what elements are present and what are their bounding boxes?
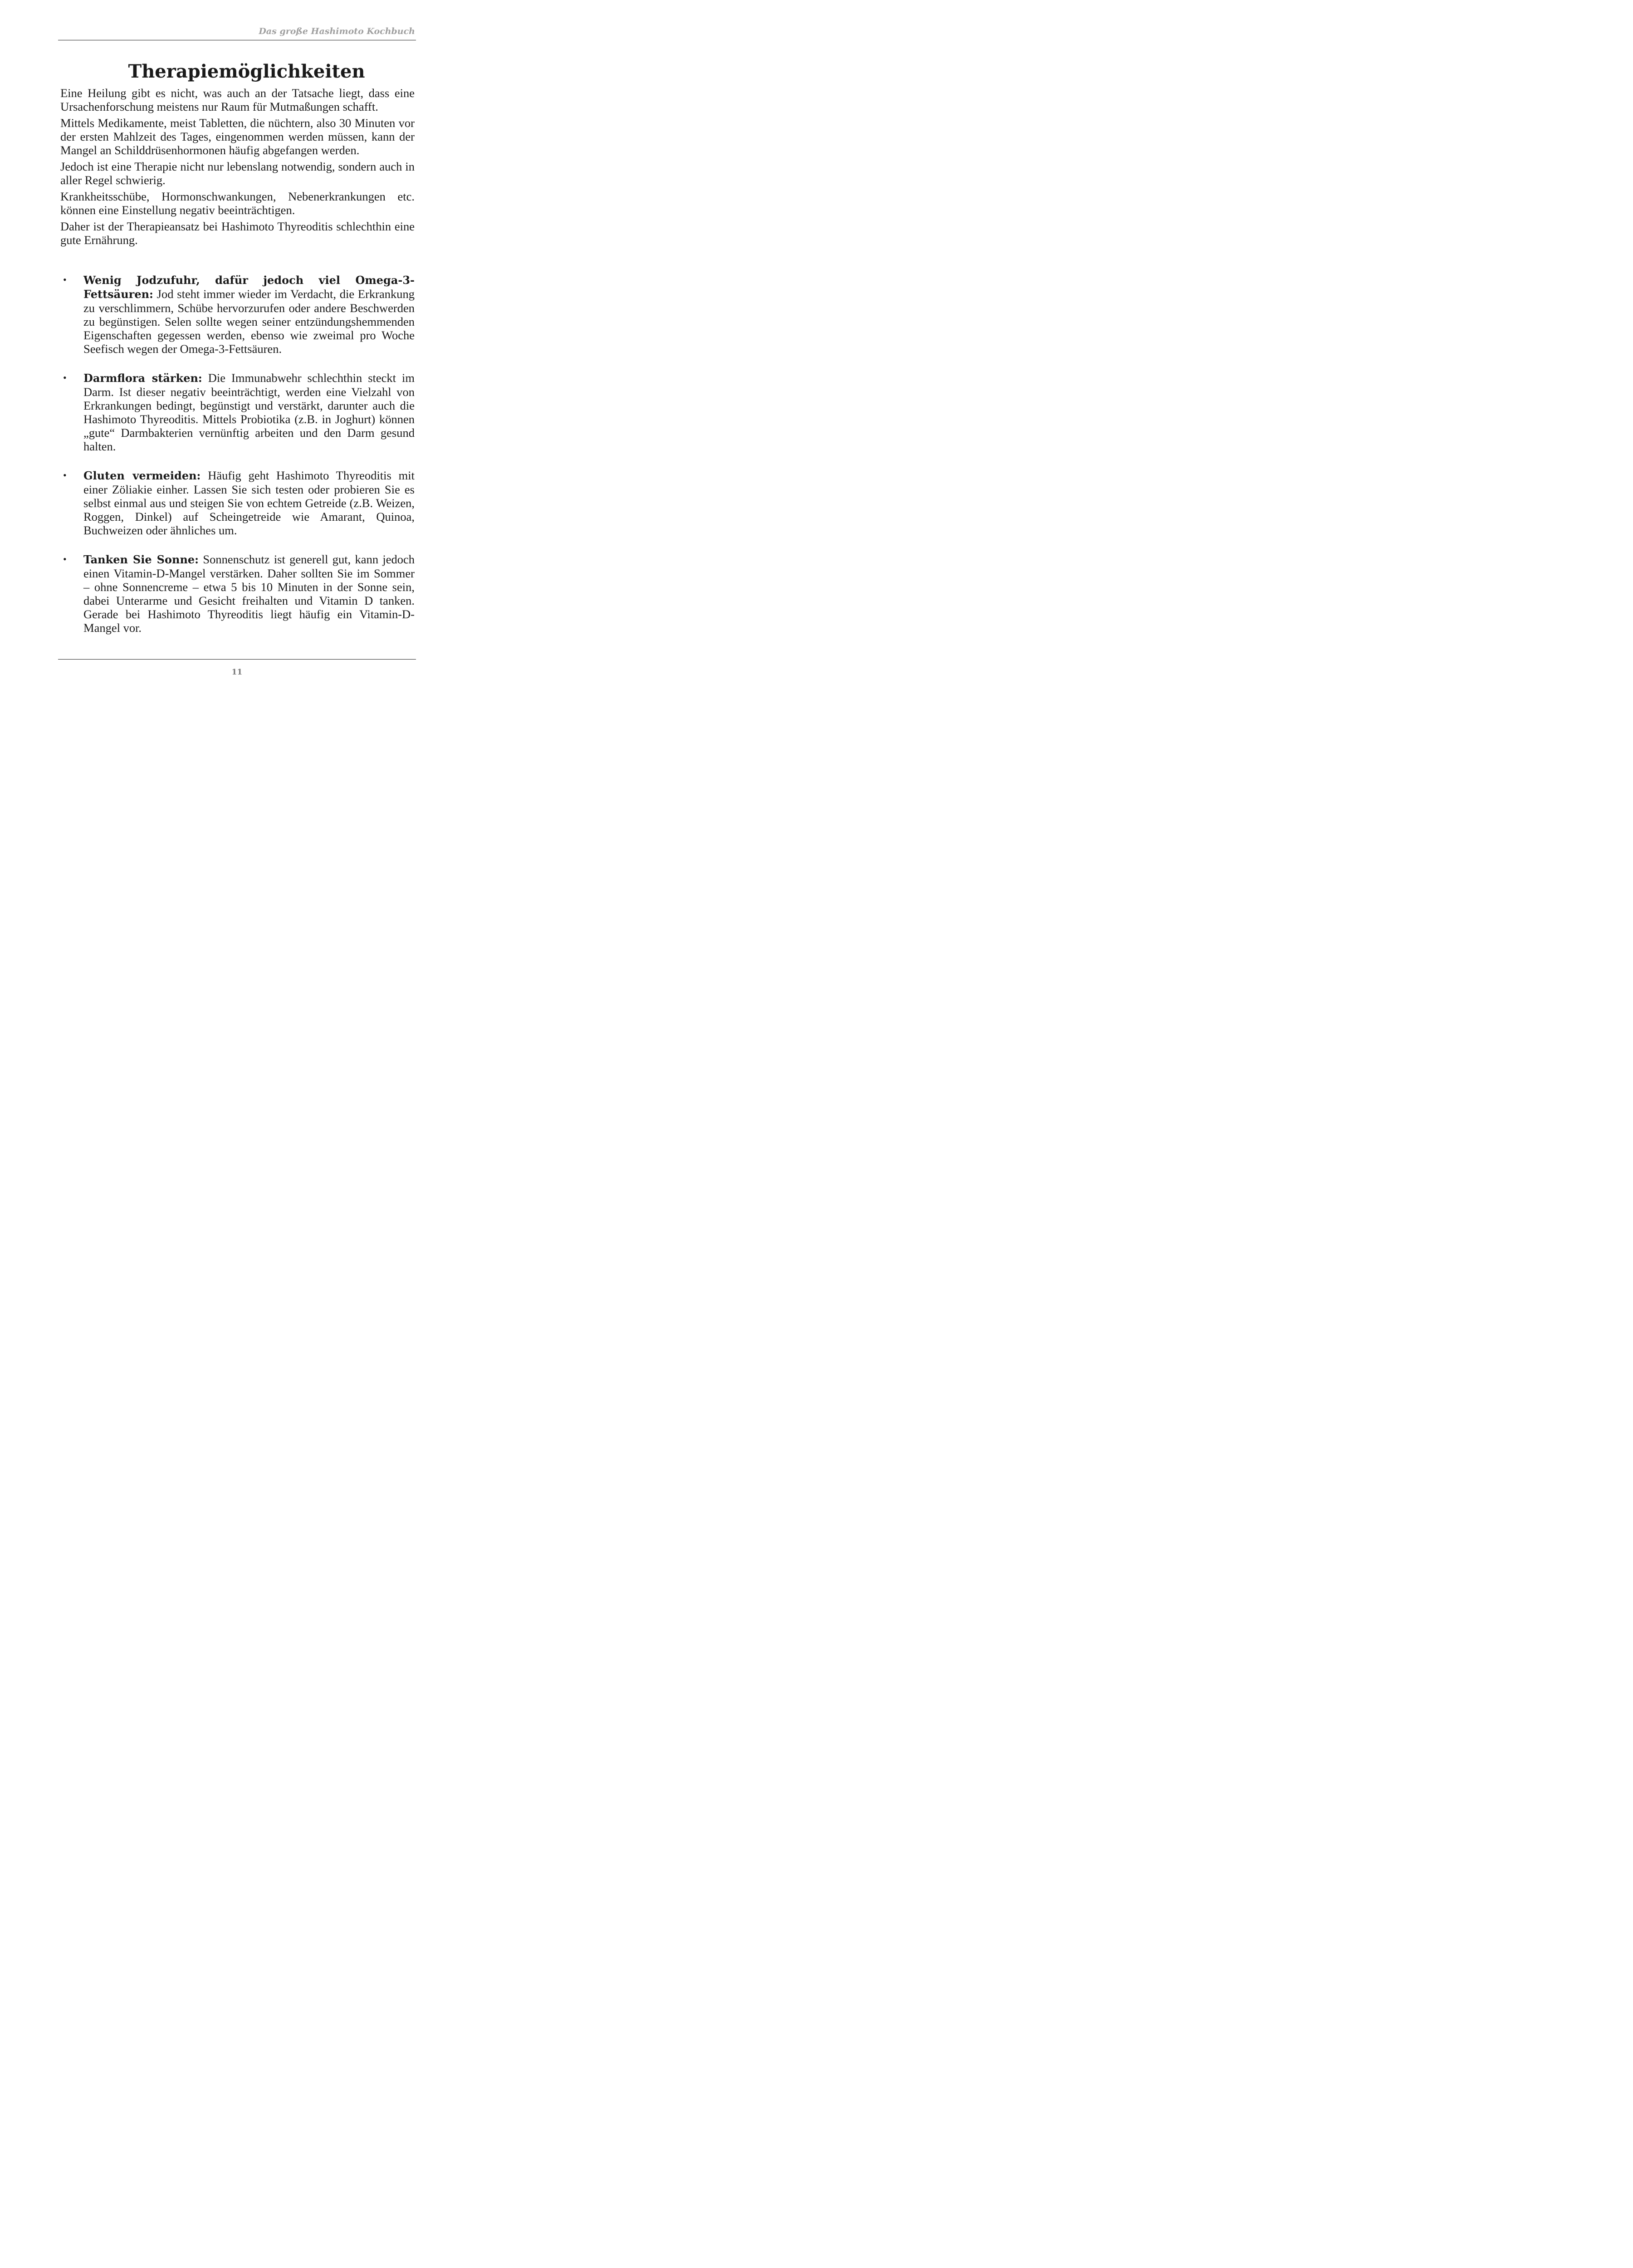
paragraph: Eine Heilung gibt es nicht, was auch an der Tatsache liegt, dass eine Ursachenforschung meistens nur Raum für Mutmaßungen schafft. xyxy=(60,86,415,113)
therapy-list xyxy=(60,273,415,635)
bullet-icon: • xyxy=(63,469,67,481)
list-item-heading: Darmflora stärken: xyxy=(83,371,202,385)
list-item-text: Häufig geht Hashimoto Thyreoditis mit einer Zöliakie einher. Lassen Sie sich testen oder probieren Sie es selbst einmal aus und steigen Sie von echtem Getreide (z.B. Weizen, Roggen, Dinkel) auf Scheingetreide wie Amarant, Quinoa, Buchweizen oder ähnliches um. xyxy=(83,469,415,537)
list-item xyxy=(60,371,415,453)
paragraph: Krankheitsschübe, Hormonschwankungen, Nebenerkrankungen etc. können eine Einstellung negativ beeinträchtigen. xyxy=(60,190,415,217)
bullet-icon: • xyxy=(63,553,67,565)
paragraph: Jedoch ist eine Therapie nicht nur lebenslang notwendig, sondern auch in aller Regel schwierig. xyxy=(60,160,415,187)
list-item-text: Die Immunabwehr schlechthin steckt im Darm. Ist dieser negativ beeinträchtigt, werden eine Vielzahl von Erkrankungen bedingt, begünstigt und verstärkt, darunter auch die Hashimoto Thyreoditis. Mittels Probiotika (z.B. in Joghurt) können „gute“ Darmbakterien vernünftig arbeiten und den Darm gesund halten. xyxy=(83,371,415,453)
list-item-text: Jod steht immer wieder im Verdacht, die Erkrankung zu verschlimmern, Schübe hervorzurufen oder andere Beschwerden zu begünstigen. Selen sollte wegen seiner entzündungshemmenden Eigenschaften gegessen werden, ebenso wie zweimal pro Woche Seefisch wegen der Omega-3-Fettsäuren. xyxy=(83,287,415,356)
list-item xyxy=(60,273,415,356)
page-title: Therapiemöglichkeiten xyxy=(128,61,365,82)
list-item xyxy=(60,552,415,635)
bullet-icon: • xyxy=(63,274,67,285)
paragraph: Mittels Medikamente, meist Tabletten, die nüchtern, also 30 Minuten vor der ersten Mahlzeit des Tages, eingenommen werden müssen, kann der Mangel an Schilddrüsenhormonen häufig abgefangen werden. xyxy=(60,116,415,157)
list-item-heading: Gluten vermeiden: xyxy=(83,469,201,482)
page-body xyxy=(60,58,415,650)
list-item-heading: Tanken Sie Sonne: xyxy=(83,553,199,566)
running-header-title: Das große Hashimoto Kochbuch xyxy=(259,26,415,36)
bullet-icon: • xyxy=(63,372,67,383)
footer-divider xyxy=(58,659,416,660)
list-item-heading: Wenig Jodzufuhr, dafür jedoch viel Omega-3-Fettsäuren: xyxy=(83,274,415,301)
list-item-text: Sonnenschutz ist generell gut, kann jedoch einen Vitamin-D-Mangel verstärken. Daher sollten Sie im Sommer – ohne Sonnencreme – etwa 5 bis 10 Minuten in der Sonne sein, dabei Unterarme und Gesicht freihalten und Vitamin D tanken. Gerade bei Hashimoto Thyreoditis liegt häufig ein Vitamin-D-Mangel vor. xyxy=(83,552,415,635)
paragraph: Daher ist der Therapieansatz bei Hashimoto Thyreoditis schlechthin eine gute Ernährung. xyxy=(60,220,415,247)
list-item xyxy=(60,469,415,537)
page-number: 11 xyxy=(231,668,243,677)
